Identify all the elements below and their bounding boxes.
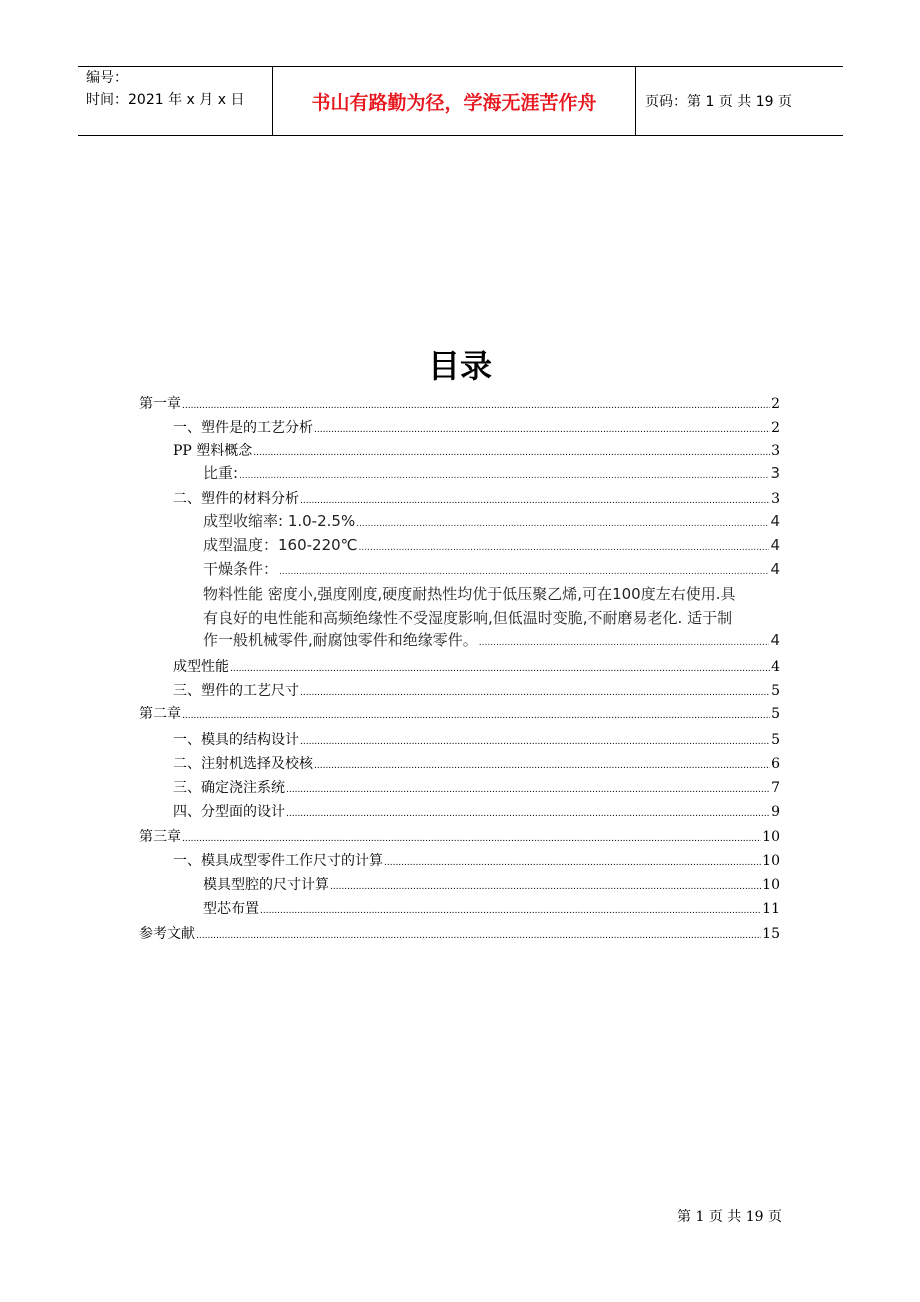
toc-entry-page: 7 [771,780,780,796]
toc-entry-page: 4 [770,560,780,578]
toc-entry[interactable] [203,511,780,534]
toc-entry[interactable] [139,924,780,946]
toc-entry-page: 9 [771,804,780,820]
toc-entry-label: 一、模具成型零件工作尺寸的计算 [173,853,383,869]
toc-entry[interactable] [173,681,780,703]
toc-entry-label: 一、塑件是的工艺分析 [173,420,313,436]
toc-entry[interactable] [173,851,780,873]
toc-entry-label: 成型收缩率: 1.0-2.5% [203,512,356,530]
toc-title: 目录 [427,347,492,385]
toc-entry-label: 比重: [203,464,239,482]
toc-entry[interactable] [139,704,780,726]
toc-entry[interactable] [203,630,780,653]
toc-entry-label: 作一般机械零件,耐腐蚀零件和绝缘零件。 [203,631,478,649]
toc-entry-label: 成型性能 [173,659,229,675]
toc-entry[interactable] [203,899,780,921]
toc-entry[interactable] [203,875,780,897]
toc-entry-page: 10 [762,877,780,893]
motto-text: 书山有路勤为径，学海无涯苦作舟 [311,92,597,114]
toc-entry-line: 有良好的电性能和高频绝缘性不受湿度影响,但低温时变脆,不耐磨易老化. 适于制 [203,609,733,627]
toc-entry-page: 10 [762,853,780,869]
toc-entry-page: 4 [770,512,780,530]
toc-entry[interactable] [203,463,780,486]
toc-entry-label: PP 塑料概念 [173,443,253,459]
toc-entry-page: 4 [770,631,780,649]
toc-entry-label: 一、模具的结构设计 [173,732,299,748]
toc-entry[interactable] [139,827,780,849]
toc-entry-page: 3 [771,491,780,507]
toc-entry-label: 四、分型面的设计 [173,804,285,820]
page-footer: 第 1 页 共 19 页 [677,1209,782,1225]
toc-entry[interactable] [203,559,780,582]
toc-entry[interactable] [173,489,780,511]
toc-entry-label: 干燥条件： [203,560,279,578]
toc-entry[interactable] [173,441,780,463]
toc-entry-page: 2 [771,396,780,412]
toc-entry-label: 二、注射机选择及校核 [173,756,313,772]
toc-entry[interactable] [173,778,780,800]
toc-entry-label: 第三章 [139,829,181,845]
number-label: 编号： [86,70,128,86]
toc-entry[interactable] [139,394,780,416]
toc-entry-page: 5 [771,732,780,748]
toc-entry-label: 型芯布置 [203,901,259,917]
page-header [78,66,843,136]
toc-entry-page: 5 [771,683,780,699]
toc-entry-page: 15 [762,926,780,942]
header-page-cell [635,67,843,135]
toc-entry[interactable] [173,418,780,440]
toc-entry-page: 4 [770,536,780,554]
toc-entry-label: 第二章 [139,706,181,722]
toc-entry-page: 10 [762,829,780,845]
toc-entry-label: 参考文献 [139,926,195,942]
toc-entry[interactable] [173,802,780,824]
toc-entry-multiline[interactable] [203,582,783,630]
toc-entry-page: 2 [771,420,780,436]
page-info: 页码：第 1 页 共 19 页 [645,94,792,110]
toc-entry-label: 模具型腔的尺寸计算 [203,877,329,893]
toc-entry[interactable] [173,754,780,776]
toc-entry[interactable] [173,657,780,679]
toc-entry-page: 11 [762,901,780,917]
toc-entry-label: 三、确定浇注系统 [173,780,285,796]
time-label: 时间：2021 年 x 月 x 日 [86,92,245,108]
toc-entry-page: 3 [771,443,780,459]
toc-entry-label: 二、塑件的材料分析 [173,491,299,507]
toc-entry-page: 6 [771,756,780,772]
toc-entry-page: 5 [771,706,780,722]
toc-entry[interactable] [173,730,780,752]
toc-entry-label: 成型温度：160-220℃ [203,536,358,554]
toc-entry-label: 三、塑件的工艺尺寸 [173,683,299,699]
header-meta-cell [78,67,272,135]
toc-entry-page: 4 [771,659,780,675]
header-motto-cell [272,67,636,135]
toc-entry[interactable] [203,535,780,558]
toc-entry-page: 3 [770,464,780,482]
toc-entry-line: 物料性能 密度小,强度刚度,硬度耐热性均优于低压聚乙烯,可在100度左右使用.具 [203,585,736,603]
toc-entry-label: 第一章 [139,396,181,412]
